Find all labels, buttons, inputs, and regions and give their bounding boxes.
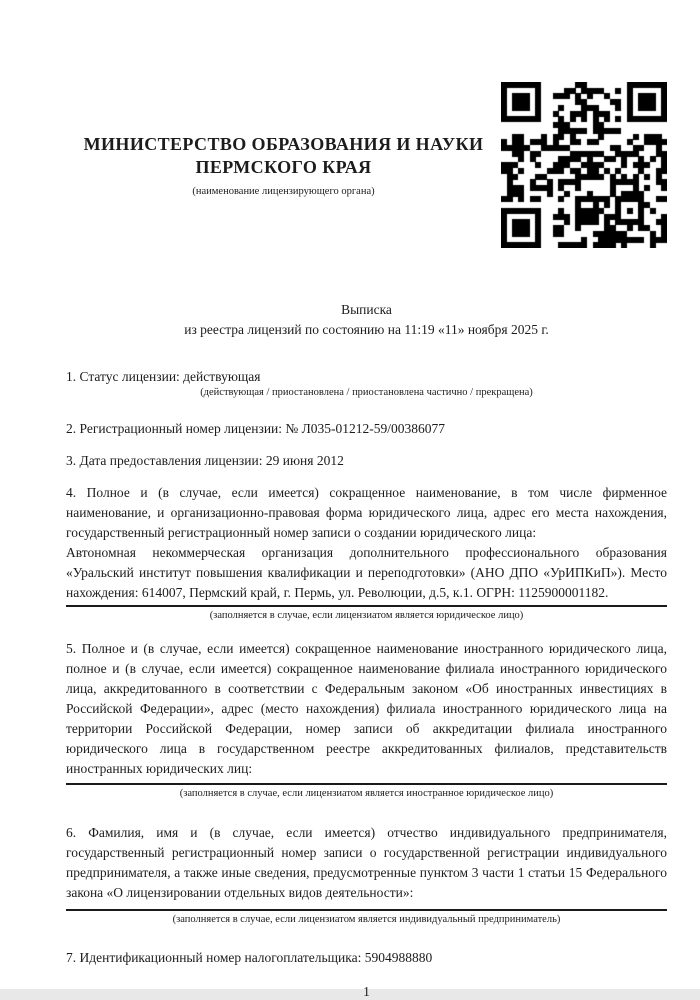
document-title: Выписка [341,302,392,317]
item-5-foreign-entity-label: 5. Полное и (в случае, если имеется) сокращенное наименование иностранного юридического лица, полное и (в случае, если имеется) сокращенное наименование филиала иностранного юридического лица, аккредитованного в соответствии с Федеральным законом «Об иностранных инвестициях в Российской Федерации», адрес (место нахождения) филиала иностранного юридического лица на территории Российской Федерации, номер записи об аккредитации филиала иностранного юридического лица в государственном реестре аккредитованных филиалов, представительств иностранных юридических лиц: [66,641,667,776]
item-1-caption: (действующая / приостановлена / приостановлена частично / прекращена) [200,387,533,398]
item-6-fill-line [66,909,667,911]
item-4-legal-entity-label: 4. Полное и (в случае, если имеется) сокращенное наименование, в том числе фирменное наименование, и организационно-правовая форма юридического лица, адрес его места нахождения, государственный регистрационный номер записи о создании юридического лица: [66,485,667,540]
item-5-caption: (заполняется в случае, если лицензиатом является иностранное юридическое лицо) [179,788,554,799]
item-6-caption: (заполняется в случае, если лицензиатом является индивидуальный предприниматель) [172,914,561,925]
item-3-grant-date: 3. Дата предоставления лицензии: 29 июня 2012 [66,453,344,468]
authority-name-line2: ПЕРМСКОГО КРАЯ [195,157,372,177]
licensing-authority-block [66,82,501,199]
item-4-legal-entity-value: Автономная некоммерческая организация дополнительного профессионального образования «Уральский институт повышения квалификации и переподготовки» (АНО ДПО «УрИПКиП»). Место нахождения: 614007, Пермский край, г. Пермь, ул. Революции, д.5, к.1. ОГРН: 1125900001182. [66,545,667,600]
document-subtitle: из реестра лицензий по состоянию на 11:19 «11» ноября 2025 г. [184,322,549,337]
authority-caption: (наименование лицензирующего органа) [192,186,375,197]
item-6-entrepreneur-label: 6. Фамилия, имя и (в случае, если имеется) отчество индивидуального предпринимателя, государственный регистрационный номер записи о государственной регистрации индивидуального предпринимателя, а также иные сведения, предусмотренные пунктом 3 части 1 статьи 15 Федерального закона «О лицензировании отдельных видов деятельности»: [66,825,667,900]
item-4-caption: (заполняется в случае, если лицензиатом является юридическое лицо) [209,610,524,621]
document-header [66,82,667,248]
item-5-fill-line [66,783,667,785]
item-1-license-status: 1. Статус лицензии: действующая [66,369,261,384]
item-7-taxpayer-number: 7. Идентификационный номер налогоплательщика: 5904988880 [66,950,433,965]
item-2-registration-number: 2. Регистрационный номер лицензии: № Л035-01212-59/00386077 [66,421,446,436]
authority-name-line1: МИНИСТЕРСТВО ОБРАЗОВАНИЯ И НАУКИ [83,134,484,154]
page-number: 1 [363,984,370,999]
qr-code [501,82,667,248]
item-4-fill-line [66,605,667,607]
